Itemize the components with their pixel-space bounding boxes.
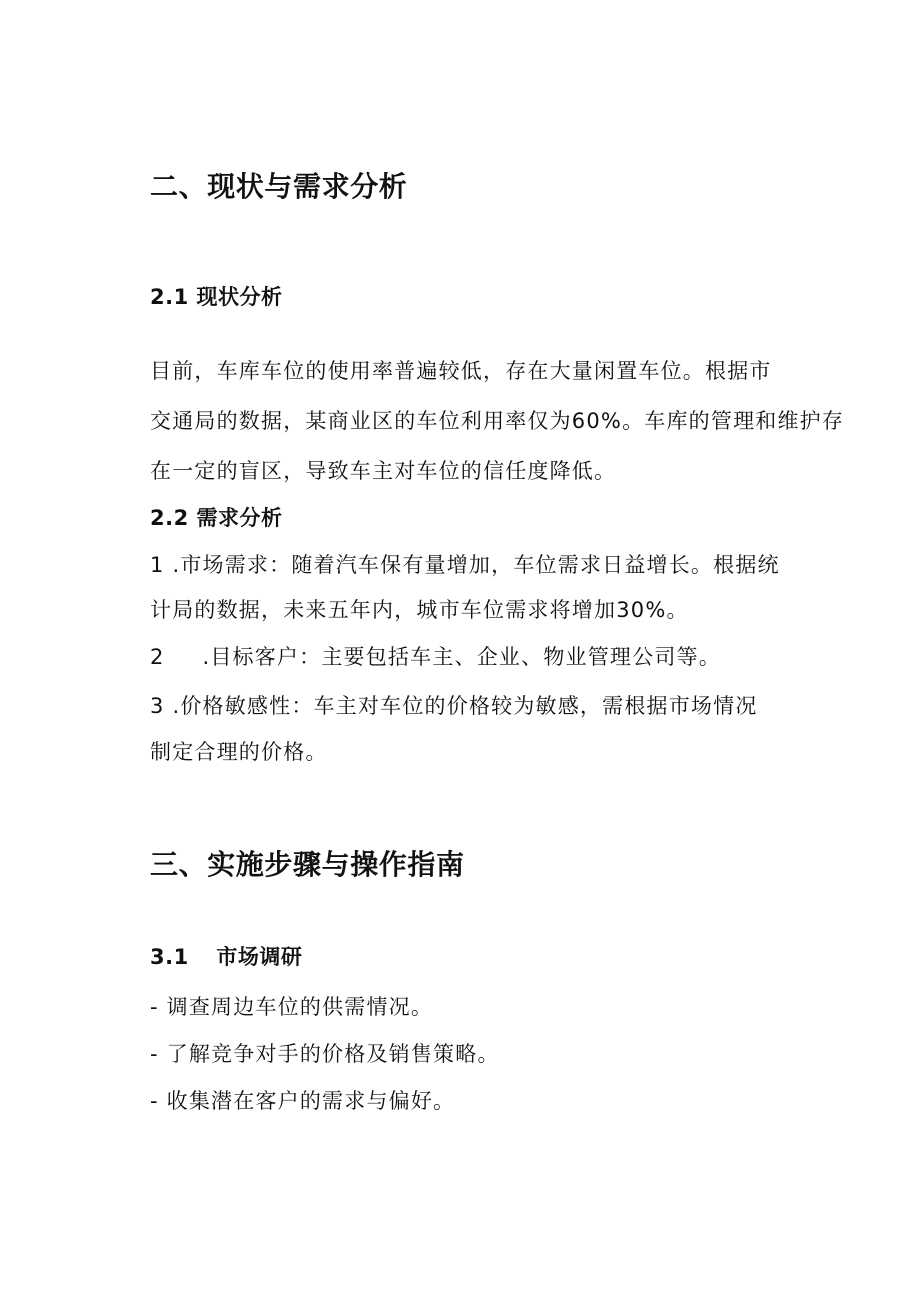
section-3-1-heading bbox=[150, 945, 302, 970]
section-2-1-paragraph-line-3: 在一定的盲区，导致车主对车位的信任度降低。 bbox=[150, 459, 617, 483]
section-2-2-heading: 2.2 需求分析 bbox=[150, 506, 283, 530]
demand-item-1-text: .市场需求：随着汽车保有量增加，车位需求日益增长。根据统 bbox=[172, 553, 780, 577]
demand-item-3-text: .价格敏感性：车主对车位的价格较为敏感，需根据市场情况 bbox=[172, 694, 758, 718]
demand-item-2-number: 2 bbox=[150, 645, 165, 669]
section-3-1-title: 市场调研 bbox=[216, 945, 303, 969]
research-bullet-3: - 收集潜在客户的需求与偏好。 bbox=[150, 1089, 456, 1113]
demand-item-3-line-2: 制定合理的价格。 bbox=[150, 740, 328, 764]
section-2-title: 二、现状与需求分析 bbox=[150, 170, 408, 203]
demand-item-2 bbox=[150, 645, 721, 670]
demand-item-3-line-1 bbox=[150, 694, 758, 719]
demand-item-1-number: 1 bbox=[150, 553, 165, 577]
demand-item-2-text: .目标客户：主要包括车主、企业、物业管理公司等。 bbox=[202, 645, 721, 669]
demand-item-1-line-2: 计局的数据，未来五年内，城市车位需求将增加30%。 bbox=[150, 598, 689, 622]
section-3-title: 三、实施步骤与操作指南 bbox=[150, 848, 465, 881]
section-2-1-heading: 2.1 现状分析 bbox=[150, 285, 283, 309]
research-bullet-2: - 了解竞争对手的价格及销售策略。 bbox=[150, 1042, 500, 1066]
demand-item-3-number: 3 bbox=[150, 694, 165, 718]
section-3-1-number: 3.1 bbox=[150, 945, 189, 969]
section-2-1-paragraph-line-1: 目前，车库车位的使用率普遍较低，存在大量闲置车位。根据市 bbox=[150, 359, 772, 383]
section-2-1-paragraph-line-2: 交通局的数据，某商业区的车位利用率仅为60%。车库的管理和维护存 bbox=[150, 409, 845, 433]
demand-item-1-line-1 bbox=[150, 553, 780, 578]
research-bullet-1: - 调查周边车位的供需情况。 bbox=[150, 995, 434, 1019]
